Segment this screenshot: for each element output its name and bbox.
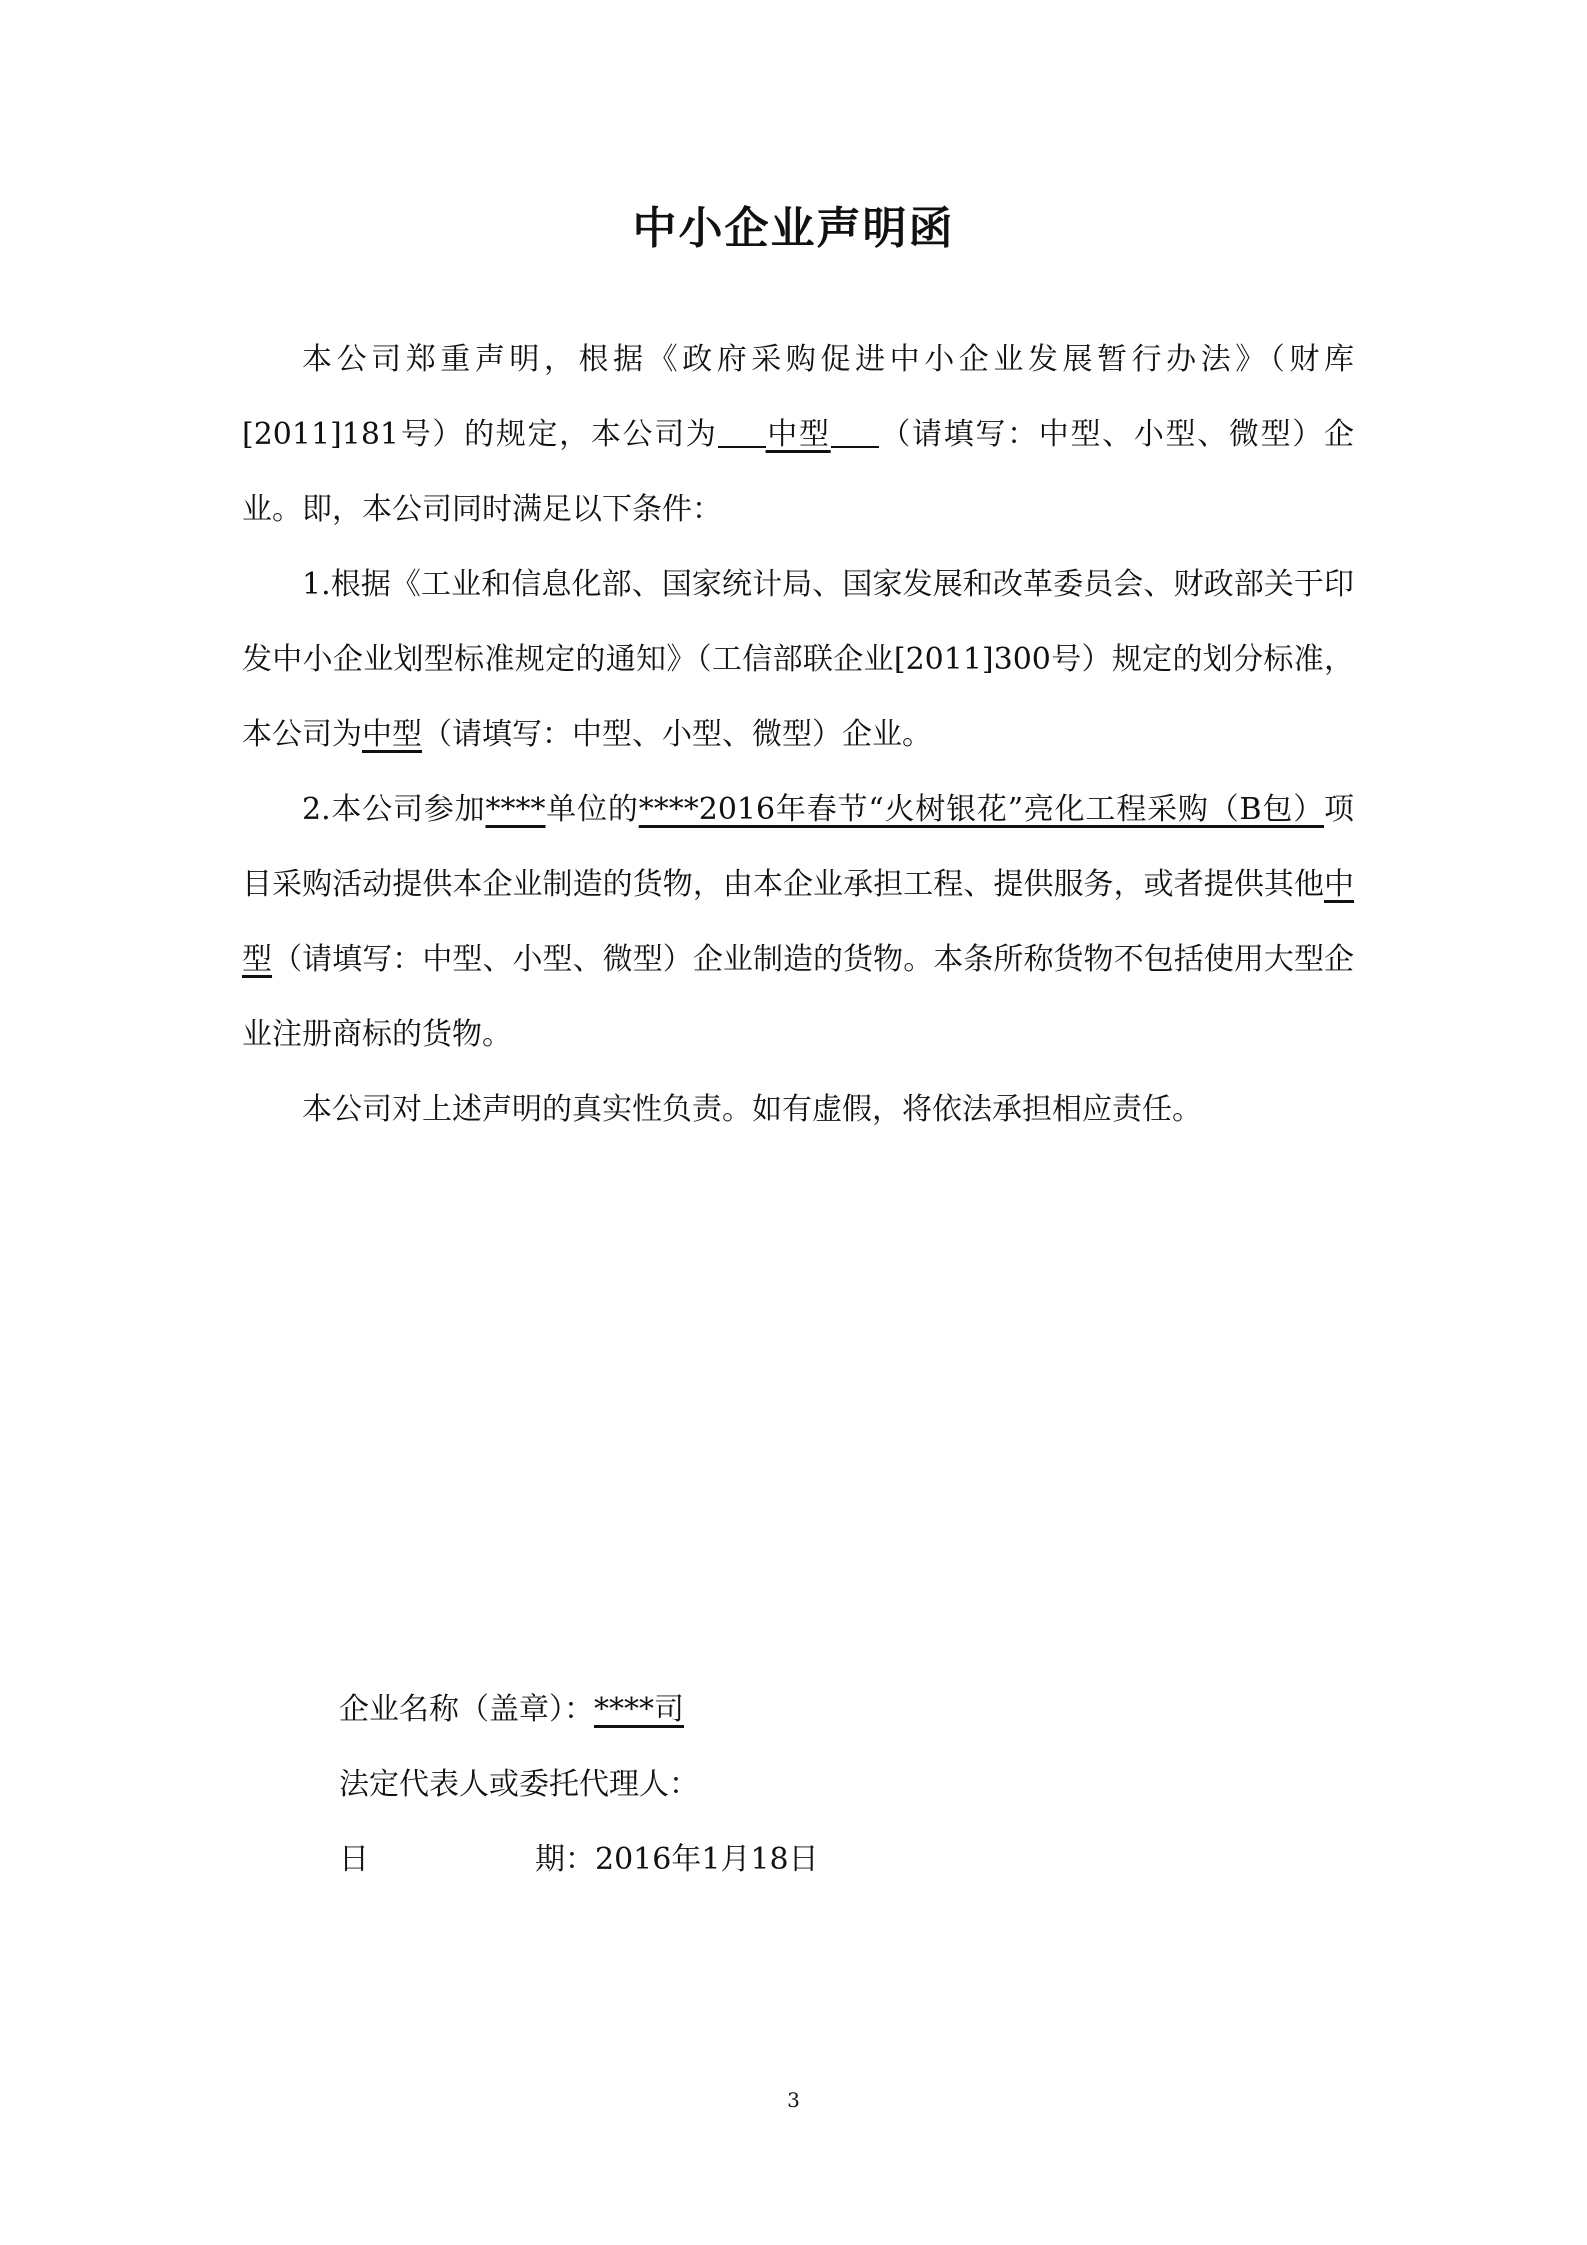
representative-label: 法定代表人或委托代理人：	[339, 1767, 699, 1802]
paragraph-3-text-after: （请填写：中型、小型、微型）企业制造的货物。本条所称货物不包括使用大型企业注册商标的货物。	[242, 942, 1355, 1052]
blank-underline	[718, 416, 766, 448]
page-number: 3	[787, 2088, 800, 2112]
paragraph-1-text-after: （请填写：中型、小型、微型）企业。即，本公司同时满足以下条件：	[242, 417, 1355, 527]
enterprise-type-field: 中型	[362, 717, 422, 752]
paragraph-2-text-after: （请填写：中型、小型、微型）企业。	[422, 717, 932, 752]
declaration-paragraph-2	[242, 547, 1354, 772]
paragraph-2-text-before: 1.根据《工业和信息化部、国家统计局、国家发展和改革委员会、财政部关于印发中小企业划型标准规定的通知》（工信部联企业[2011]300号）规定的划分标准，本公司为	[242, 567, 1354, 752]
unit-field: ****	[485, 792, 546, 827]
company-name-line	[339, 1672, 819, 1747]
date-label-part-2: 期：	[535, 1842, 595, 1877]
company-name-label: 企业名称（盖章）：	[339, 1692, 594, 1727]
paragraph-3-middle: 项目采购活动提供本企业制造的货物，由本企业承担工程、提供服务，或者提供其他	[242, 792, 1354, 902]
signature-block	[339, 1672, 819, 1897]
paragraph-3-unit-suffix: 单位的	[545, 792, 639, 827]
date-line	[339, 1822, 819, 1897]
date-label-part-1: 日	[339, 1842, 369, 1877]
responsibility-statement: 本公司对上述声明的真实性负责。如有虚假，将依法承担相应责任。	[302, 1092, 1202, 1127]
enterprise-type-field: 中型	[242, 867, 1354, 977]
declaration-paragraph-3	[242, 772, 1354, 1072]
paragraph-3-prefix: 2.本公司参加	[302, 792, 486, 827]
declaration-paragraph-1	[242, 322, 1354, 547]
declaration-paragraph-4	[242, 1072, 1354, 1147]
company-name-value: ****司	[594, 1692, 684, 1727]
page-title: 中小企业声明函	[632, 203, 955, 254]
project-name-field: ****2016年春节“火树银花”亮化工程采购（B包）	[638, 792, 1324, 827]
representative-line	[339, 1747, 819, 1822]
paragraph-1-text-before: 本公司郑重声明，根据《政府采购促进中小企业发展暂行办法》（财库[2011]181号）的规定，本公司为	[242, 342, 1354, 452]
blank-underline	[831, 416, 879, 448]
date-value: 2016年1月18日	[595, 1842, 819, 1877]
enterprise-type-field: 中型	[765, 417, 831, 452]
